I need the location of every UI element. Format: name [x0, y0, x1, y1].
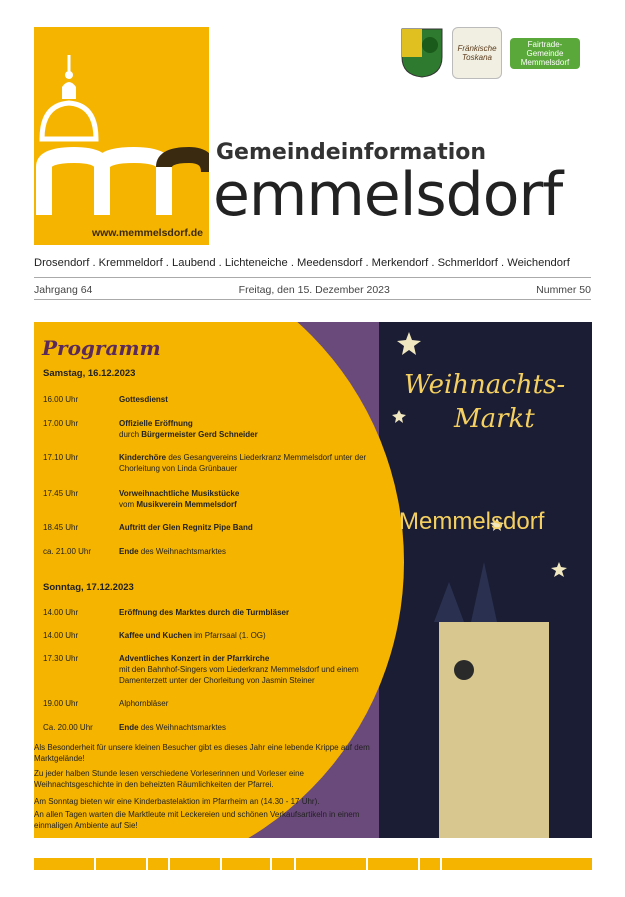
volume: Jahrgang 64	[34, 284, 93, 296]
note: An allen Tagen warten die Marktleute mit Leckereien und schönen Verkaufsartikeln in einem einmaligen Ambiente auf Sie!	[34, 810, 360, 830]
market-title-2: Markt	[454, 404, 535, 434]
toskana-label: Fränkische Toskana	[457, 44, 497, 62]
fairtrade-seal	[510, 27, 580, 79]
market-place: Memmelsdorf	[399, 508, 545, 535]
program-title: Programm	[42, 336, 161, 360]
municipality-logo	[34, 27, 209, 245]
church-m-logo-icon	[34, 27, 209, 245]
publication-title: emmelsdorf	[213, 160, 563, 230]
star-icon	[392, 410, 406, 423]
coat-of-arms-icon	[400, 27, 444, 79]
issue-number: Nummer 50	[536, 284, 591, 296]
website-url[interactable]: www.memmelsdorf.de	[91, 227, 203, 239]
star-icon	[397, 332, 421, 355]
village-list: Drosendorf . Kremmeldorf . Laubend . Lichteneiche . Meedensdorf . Merkendorf . Schmerldorf . Weichendorf	[34, 257, 570, 269]
note: Am Sonntag bieten wir eine Kinderbastelaktion im Pfarrheim an (14.30 - 17 Uhr).	[34, 797, 320, 806]
day-label: Samstag, 16.12.2023	[43, 368, 136, 379]
note: Als Besonderheit für unsere kleinen Besucher gibt es dieses Jahr eine lebende Krippe auf dem Marktgelände!	[34, 743, 370, 763]
star-icon	[551, 562, 567, 577]
issue-meta	[34, 284, 591, 296]
market-title-1: Weihnachts-	[404, 370, 566, 400]
clock-icon	[454, 660, 474, 680]
divider	[34, 299, 591, 300]
note: Zu jeder halben Stunde lesen verschiedene Vorleserinnen und Vorleser eine Weihnachtsgeschichte in den beheizten Räumlichkeiten der Pfarrei.	[34, 769, 304, 789]
day-label: Sonntag, 17.12.2023	[43, 582, 134, 593]
issue-date: Freitag, den 15. Dezember 2023	[238, 284, 390, 296]
bottom-bar	[34, 858, 592, 870]
fairtrade-label: Fairtrade-Gemeinde Memmelsdorf	[510, 38, 580, 69]
divider	[34, 277, 591, 278]
publication-subtitle: Gemeindeinformation	[216, 140, 487, 165]
christmas-market-poster: Weihnachts- Markt Memmelsdorf Programm Samstag, 16.12.2023 16.00 Uhr Gottesdienst 17.00 Uhr Offizielle Eröffnung durch Bürgermeister Gerd Schneider 17.10 Uhr Kinderchöre des Gesangvereins Liederkranz Memmelsdorf unter der Chorleitung von Linda Grünbauer 17.45 Uhr Vorweihnachtliche Musikstücke vom Musikverein Memmelsdorf 18.45 Uhr Auftritt der Glen Regnitz Pipe Band ca. 21.00 Uhr Ende des Weihnachtsmarktes Sonntag, 17.12.2023 14.00 Uhr Eröffnung des Marktes durch die Turmbläser 14.00 Uhr Kaffee und Kuchen im Pfarrsaal (1. OG) 17.30 Uhr Adventliches Konzert in der Pfarrkirche mit den Bahnhof-Singers vom Liederkranz Memmelsdorf und einem Damenterzett unter der Chorleitung von Jasmin Steiner 19.00 Uhr Alphornbläser Ca. 20.00 Uhr Ende des Weihnachtsmarktes Als Besonderheit für unsere kleinen Besucher gibt es dieses Jahr eine lebende Krippe auf dem Marktgelände! Zu jeder halben Stunde lesen verschiedene Vorleserinnen und Vorleser eine Weihnachtsgeschichte in den beheizten Räumlichkeiten der Pfarrei. Am Sonntag bieten wir eine Kinderbastelaktion im Pfarrheim an (14.30 - 17 Uhr). An allen Tagen warten die Marktleute mit Leckereien und schönen Verkaufsartikeln in einem einmaligen Ambiente auf Sie!	[34, 322, 592, 838]
toskana-seal	[452, 27, 502, 79]
seals-row	[400, 27, 580, 79]
